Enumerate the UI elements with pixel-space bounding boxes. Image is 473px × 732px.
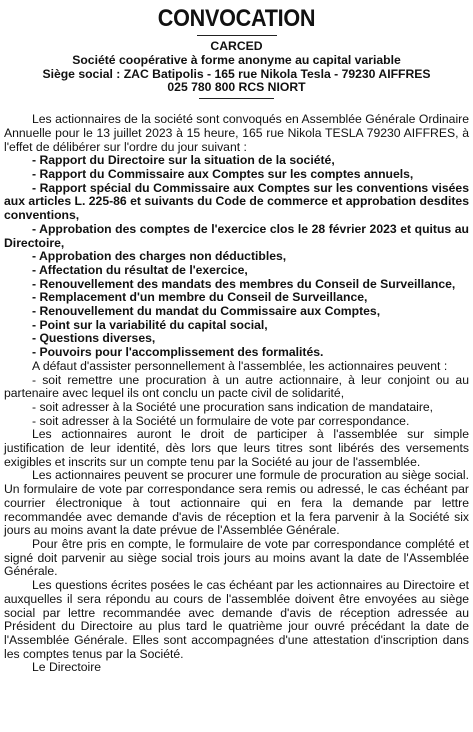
company-name: CARCED xyxy=(210,39,263,53)
agenda-item: - Remplacement d'un membre du Conseil de Surveillance, xyxy=(32,290,368,305)
company-rcs: 025 780 800 RCS NIORT xyxy=(167,80,306,95)
agenda-item: - Approbation des charges non déductibles, xyxy=(32,249,287,264)
agenda-item: - Rapport du Directoire sur la situation de la société, xyxy=(32,153,335,168)
agenda-list xyxy=(4,154,469,360)
agenda-item: - Renouvellement du mandat du Commissaire aux Comptes, xyxy=(32,304,381,319)
header-divider xyxy=(199,98,274,99)
agenda-item: - Questions diverses, xyxy=(32,331,156,346)
option-item: - soit adresser à la Société une procuration sans indication de mandataire, xyxy=(32,399,434,414)
agenda-item: - Rapport du Commissaire aux Comptes sur les comptes annuels, xyxy=(32,167,414,181)
agenda-item: - Affectation du résultat de l'exercice, xyxy=(32,262,248,277)
option-item: - soit remettre une procuration à un autre actionnaire, à leur conjoint ou au partenaire avec lequel ils ont conclu un pacte civil de solidarité, xyxy=(4,372,469,401)
agenda-item: - Rapport spécial du Commissaire aux Comptes sur les conventions visées aux articles L. 225-86 et suivants du Code de commerce et approbation desdites conventions, xyxy=(4,180,469,223)
signature: Le Directoire xyxy=(32,660,102,675)
intro-paragraph: Les actionnaires de la société sont convoqués en Assemblée Générale Ordinaire Annuelle pour le 13 juillet 2023 à 15 heure, 165 rue Nikola TESLA 79230 AIFFRES, à l'effet de délibérer sur l'ordre du jour suivant : xyxy=(4,112,469,154)
company-type: Société coopérative à forme anonyme au capital variable xyxy=(72,52,401,67)
body-paragraph: Les actionnaires auront le droit de participer à l'assemblée sur simple justification de leur identité, dès lors que leurs titres sont libérés des versements exigibles et inscrits sur un compte tenu par la Société au jour de l'assemblée. xyxy=(4,427,469,469)
agenda-item: - Renouvellement des mandats des membres du Conseil de Surveillance, xyxy=(32,276,456,291)
agenda-item: - Pouvoirs pour l'accomplissement des formalités. xyxy=(32,345,324,360)
body-paragraph: Les actionnaires peuvent se procurer une formule de procuration au siège social. Un formulaire de vote par correspondance sera remis ou adressé, le cas échéant par courrier électronique à tout actionnaire qui en fera la demande par lettre recommandée avec demande d'avis de réception et la fera parvenir à la Société six jours au moins avant la date prévue de l'Assemblée Générale. xyxy=(4,468,469,538)
agenda-item: - Approbation des comptes de l'exercice clos le 28 février 2023 et quitus au Directoire, xyxy=(4,221,469,250)
company-header xyxy=(4,40,469,95)
body-paragraph: Les questions écrites posées le cas échéant par les actionnaires au Directoire et auxquelles il sera répondu au cours de l'assemblée doivent être envoyées au siège social par lettre recommandée avec demande d'avis de réception adressée au Président du Directoire au plus tard le quatrième jour ouvré précédant la date de l'Assemblée Générale. Elles sont accompagnées d'une attestation d'inscription dans les comptes tenus par la Société. xyxy=(4,578,469,661)
option-item: - soit adresser à la Société un formulaire de vote par correspondance. xyxy=(32,413,410,428)
title-divider xyxy=(197,35,277,36)
options-intro: A défaut d'assister personnellement à l'assemblée, les actionnaires peuvent : xyxy=(32,358,448,373)
company-address: Siège social : ZAC Batipolis - 165 rue Nikola Tesla - 79230 AIFFRES xyxy=(42,66,431,81)
notice-title: CONVOCATION xyxy=(157,5,316,32)
options-list xyxy=(4,374,469,429)
agenda-item: - Point sur la variabilité du capital social, xyxy=(32,317,268,332)
body-paragraph: Pour être pris en compte, le formulaire de vote par correspondance complété et signé doit parvenir au siège social trois jours au moins avant la date de l'Assemblée Générale. xyxy=(4,536,469,579)
